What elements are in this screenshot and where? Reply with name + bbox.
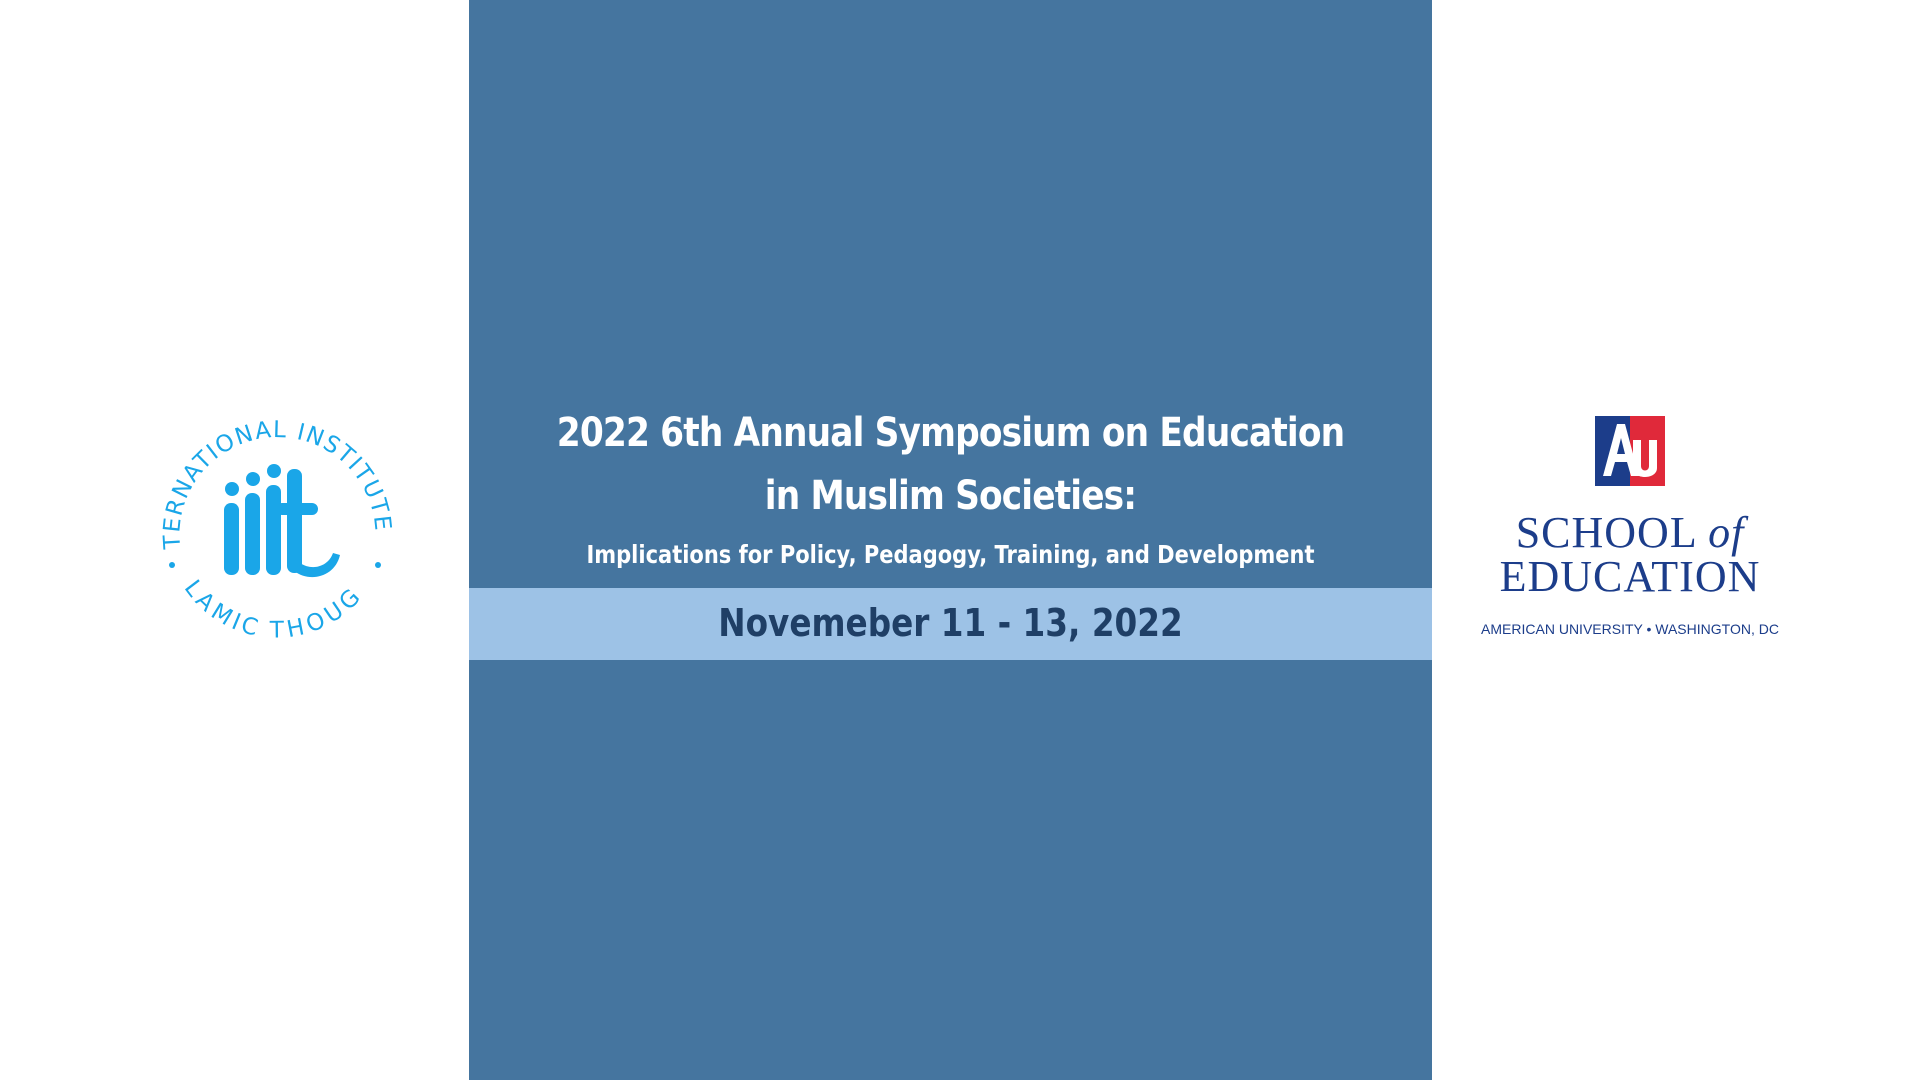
iiit-seal-logo xyxy=(150,405,400,655)
event-dates: Novemeber 11 - 13, 2022 xyxy=(718,601,1183,645)
au-school-of-education-logo xyxy=(1440,410,1820,650)
iiit-dot-right xyxy=(375,562,381,568)
iiit-seal-graphic xyxy=(150,405,400,655)
au-of-word: of xyxy=(1708,508,1745,557)
iiit-monogram xyxy=(224,464,340,577)
event-title-line-2: in Muslim Societies: xyxy=(764,473,1137,519)
au-school-word: SCHOOL xyxy=(1515,508,1697,557)
iiit-ring-text-bottom: LAMIC THOUG xyxy=(178,575,367,644)
event-date-band xyxy=(469,588,1432,660)
event-title-line-1: 2022 6th Annual Symposium on Education xyxy=(556,410,1345,456)
au-monogram-logo xyxy=(1595,416,1665,486)
au-tagline: AMERICAN UNIVERSITY • WASHINGTON, DC xyxy=(1481,621,1779,637)
au-education-word: EDUCATION xyxy=(1499,552,1761,601)
au-school-text xyxy=(1440,510,1820,556)
event-banner-panel xyxy=(469,0,1432,1080)
iiit-ring-text-top: TERNATIONAL INSTITUTE xyxy=(159,416,396,550)
iiit-dot-left xyxy=(169,562,175,568)
event-subtitle: Implications for Policy, Pedagogy, Training, and Development xyxy=(586,540,1315,569)
